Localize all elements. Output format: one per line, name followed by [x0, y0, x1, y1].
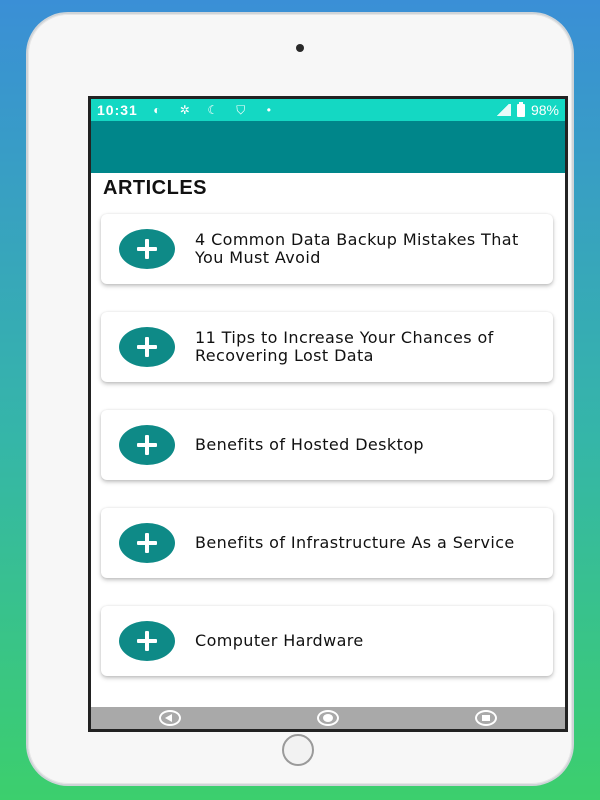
nav-bar [91, 707, 565, 729]
app-icon: ✲ [179, 103, 190, 117]
plus-icon[interactable] [119, 523, 175, 563]
article-title: 11 Tips to Increase Your Chances of Recovering Lost Data [195, 328, 494, 365]
battery-level: 98% [530, 102, 559, 118]
app-bar [91, 121, 565, 173]
article-title: Benefits of Hosted Desktop [195, 435, 424, 454]
tablet-frame [28, 14, 572, 784]
dot-icon: • [266, 103, 271, 117]
camera-dot [296, 44, 304, 52]
article-card[interactable] [101, 312, 553, 382]
status-bar [91, 99, 565, 121]
article-title: 4 Common Data Backup Mistakes That You Must Avoid [195, 230, 519, 267]
battery-icon [517, 104, 525, 117]
article-title: Computer Hardware [195, 631, 364, 650]
device-screen [88, 96, 568, 732]
article-title: Benefits of Infrastructure As a Service [195, 533, 515, 552]
status-time: 10:31 [97, 102, 138, 118]
article-card[interactable] [101, 508, 553, 578]
article-card[interactable] [101, 606, 553, 676]
article-card[interactable] [101, 214, 553, 284]
back-icon[interactable] [159, 710, 181, 726]
plus-icon[interactable] [119, 327, 175, 367]
section-title: ARTICLES [103, 177, 207, 199]
whatsapp-icon: ◐ [153, 103, 161, 117]
recent-apps-icon[interactable] [475, 710, 497, 726]
moon-icon: ☾ [207, 103, 219, 117]
signal-icon [495, 104, 511, 116]
plus-icon[interactable] [119, 621, 175, 661]
plus-icon[interactable] [119, 229, 175, 269]
article-card[interactable] [101, 410, 553, 480]
plus-icon[interactable] [119, 425, 175, 465]
shield-icon: ⛉ [236, 103, 246, 117]
articles-list [91, 177, 565, 676]
tablet-home-button[interactable] [282, 734, 314, 766]
home-icon[interactable] [317, 710, 339, 726]
